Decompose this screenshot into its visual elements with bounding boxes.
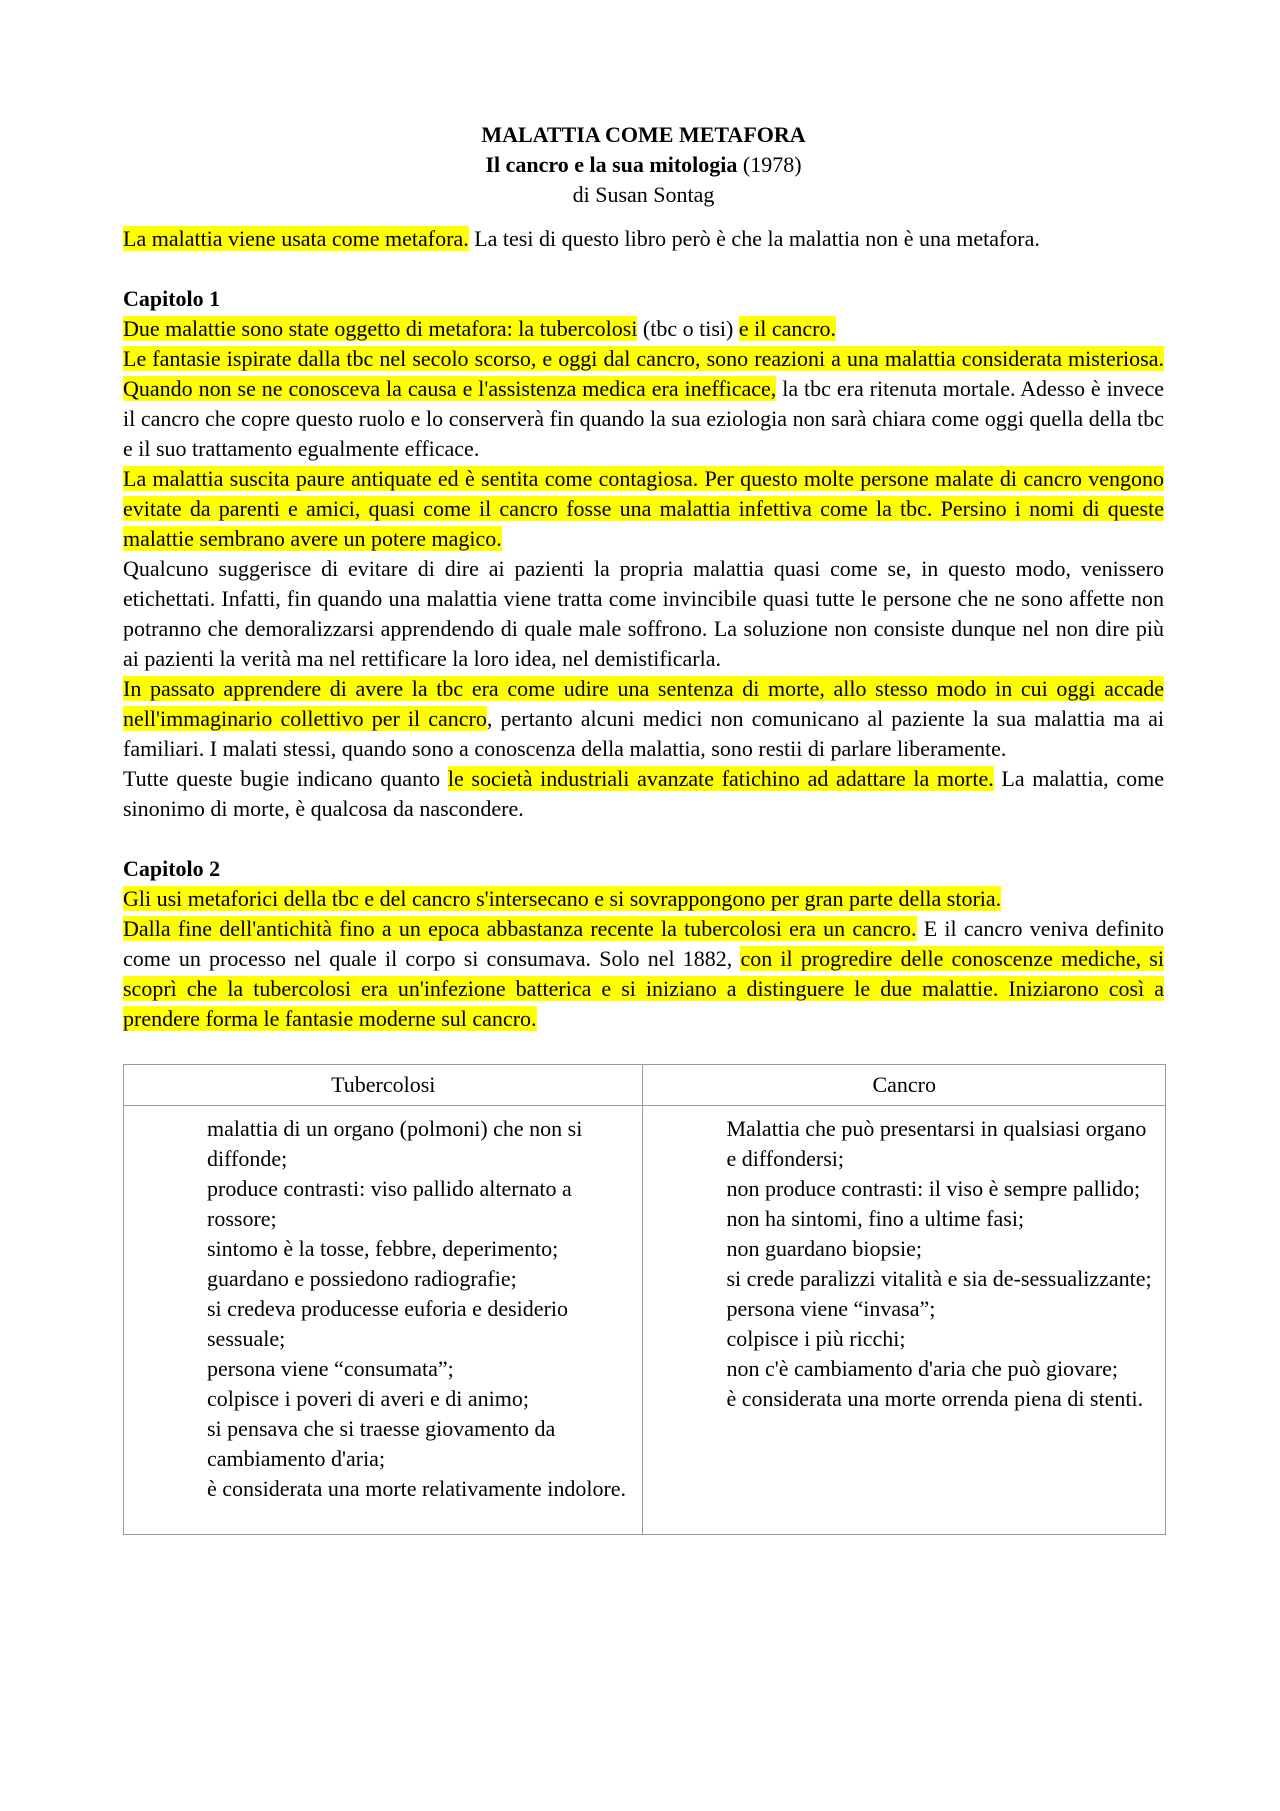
highlight: Le fantasie ispirate dalla tbc nel secolo scorso, e oggi dal cancro, sono reazioni a una malattia considerata misteriosa. Quando non se ne conosceva la causa e l'assistenza medica era inefficace, bbox=[123, 346, 1164, 401]
cancro-list bbox=[726, 1114, 1159, 1414]
text: La malattia, come sinonimo di morte, è qualcosa da nascondere. bbox=[123, 766, 1164, 821]
list-item: non ha sintomi, fino a ultime fasi; bbox=[726, 1206, 1025, 1231]
list-item: non guardano biopsie; bbox=[726, 1236, 923, 1261]
intro-paragraph bbox=[123, 224, 1164, 254]
list-item: produce contrasti: viso pallido alternato a rossore; bbox=[207, 1176, 572, 1231]
table-row bbox=[124, 1106, 1166, 1535]
list-item: Malattia che può presentarsi in qualsiasi organo e diffondersi; bbox=[726, 1116, 1147, 1171]
comparison-table bbox=[123, 1064, 1166, 1535]
highlight: La malattia viene usata come metafora. bbox=[123, 226, 469, 251]
text: la tbc era ritenuta mortale. Adesso è invece il cancro che copre questo ruolo e lo conserverà fin quando la sua eziologia non sarà chiara come oggi quella della tbc e il suo trattamento egualmente efficace. bbox=[123, 376, 1164, 461]
highlight: In passato apprendere di avere la tbc era come udire una sentenza di morte, allo stesso modo in cui oggi accade nell'immaginario collettivo per il cancro bbox=[123, 676, 1164, 731]
list-item: è considerata una morte orrenda piena di stenti. bbox=[726, 1386, 1144, 1411]
text: , pertanto alcuni medici non comunicano al paziente la sua malattia ma ai familiari. I malati stessi, quando sono a conoscenza della malattia, sono restii di parlare liberamente. bbox=[123, 706, 1164, 761]
chapter1-paragraph-2 bbox=[123, 344, 1164, 464]
highlight: e il cancro. bbox=[738, 316, 836, 341]
list-item: è considerata una morte relativamente indolore. bbox=[207, 1476, 627, 1501]
list-item: persona viene “invasa”; bbox=[726, 1296, 936, 1321]
header-tubercolosi: Tubercolosi bbox=[124, 1065, 643, 1106]
chapter1-paragraph-6 bbox=[123, 764, 1164, 824]
document-author: di Susan Sontag bbox=[572, 182, 715, 207]
chapter2-paragraph-1 bbox=[123, 884, 1164, 914]
subtitle-year: (1978) bbox=[742, 152, 802, 177]
highlight: con il progredire delle conoscenze mediche, si scoprì che la tubercolosi era un'infezione batterica e si iniziano a distinguere le due malattie. Iniziarono così a prendere forma le fantasie moderne sul cancro. bbox=[123, 946, 1164, 1031]
text: Tutte queste bugie indicano quanto bbox=[123, 766, 448, 791]
list-item: sintomo è la tosse, febbre, deperimento; bbox=[207, 1236, 559, 1261]
list-item: persona viene “consumata”; bbox=[207, 1356, 454, 1381]
highlight: Due malattie sono state oggetto di metafora: la tubercolosi bbox=[123, 316, 638, 341]
document-title: MALATTIA COME METAFORA bbox=[481, 122, 806, 147]
table-header-row bbox=[124, 1065, 1166, 1106]
document-subtitle bbox=[123, 150, 1164, 180]
list-item: si pensava che si traesse giovamento da cambiamento d'aria; bbox=[207, 1416, 556, 1471]
text: La tesi di questo libro però è che la malattia non è una metafora. bbox=[468, 226, 1040, 251]
text: (tbc o tisi) bbox=[637, 316, 739, 341]
tubercolosi-cell bbox=[124, 1106, 643, 1535]
list-item: guardano e possiedono radiografie; bbox=[207, 1266, 517, 1291]
cancro-cell bbox=[643, 1106, 1166, 1535]
highlight: le società industriali avanzate fatichino ad adattare la morte. bbox=[447, 766, 994, 791]
subtitle-bold: Il cancro e la sua mitologia bbox=[485, 152, 738, 177]
list-item: non produce contrasti: il viso è sempre pallido; bbox=[726, 1176, 1141, 1201]
chapter1-paragraph-4: Qualcuno suggerisce di evitare di dire ai pazienti la propria malattia quasi come se, in questo modo, venissero etichettati. Infatti, fin quando una malattia viene tratta come invincibile quasi tutte le persone che ne sono affette non potranno che demoralizzarsi apprendendo di quale male soffrono. La soluzione non consiste dunque nel non dire più ai pazienti la verità ma nel rettificare la loro idea, nel demistificarla. bbox=[123, 556, 1164, 671]
list-item: malattia di un organo (polmoni) che non si diffonde; bbox=[207, 1116, 583, 1171]
highlight: Dalla fine dell'antichità fino a un epoca abbastanza recente la tubercolosi era un cancro. bbox=[123, 916, 917, 941]
document-page bbox=[123, 120, 1164, 1535]
highlight: La malattia suscita paure antiquate ed è sentita come contagiosa. Per questo molte persone malate di cancro vengono evitate da parenti e amici, quasi come il cancro fosse una malattia infettiva come la tbc. Persino i nomi di queste malattie sembrano avere un potere magico. bbox=[123, 466, 1164, 551]
list-item: colpisce i più ricchi; bbox=[726, 1326, 906, 1351]
chapter1-paragraph-3 bbox=[123, 464, 1164, 554]
list-item: non c'è cambiamento d'aria che può giovare; bbox=[726, 1356, 1119, 1381]
text: E il cancro veniva definito come un processo nel quale il corpo si consumava. Solo nel 1882, bbox=[123, 916, 1164, 971]
list-item: si credeva producesse euforia e desiderio sessuale; bbox=[207, 1296, 569, 1351]
list-item: colpisce i poveri di averi e di animo; bbox=[207, 1386, 529, 1411]
header-cancro: Cancro bbox=[643, 1065, 1166, 1106]
chapter1-heading: Capitolo 1 bbox=[123, 286, 221, 311]
chapter2-heading: Capitolo 2 bbox=[123, 856, 221, 881]
chapter1-paragraph-5 bbox=[123, 674, 1164, 764]
chapter1-paragraph-1 bbox=[123, 314, 1164, 344]
highlight: Gli usi metaforici della tbc e del cancro s'intersecano e si sovrappongono per gran parte della storia. bbox=[123, 886, 1002, 911]
list-item: si crede paralizzi vitalità e sia de-sessualizzante; bbox=[726, 1266, 1152, 1291]
chapter2-paragraph-2 bbox=[123, 914, 1164, 1034]
tubercolosi-list bbox=[207, 1114, 636, 1504]
